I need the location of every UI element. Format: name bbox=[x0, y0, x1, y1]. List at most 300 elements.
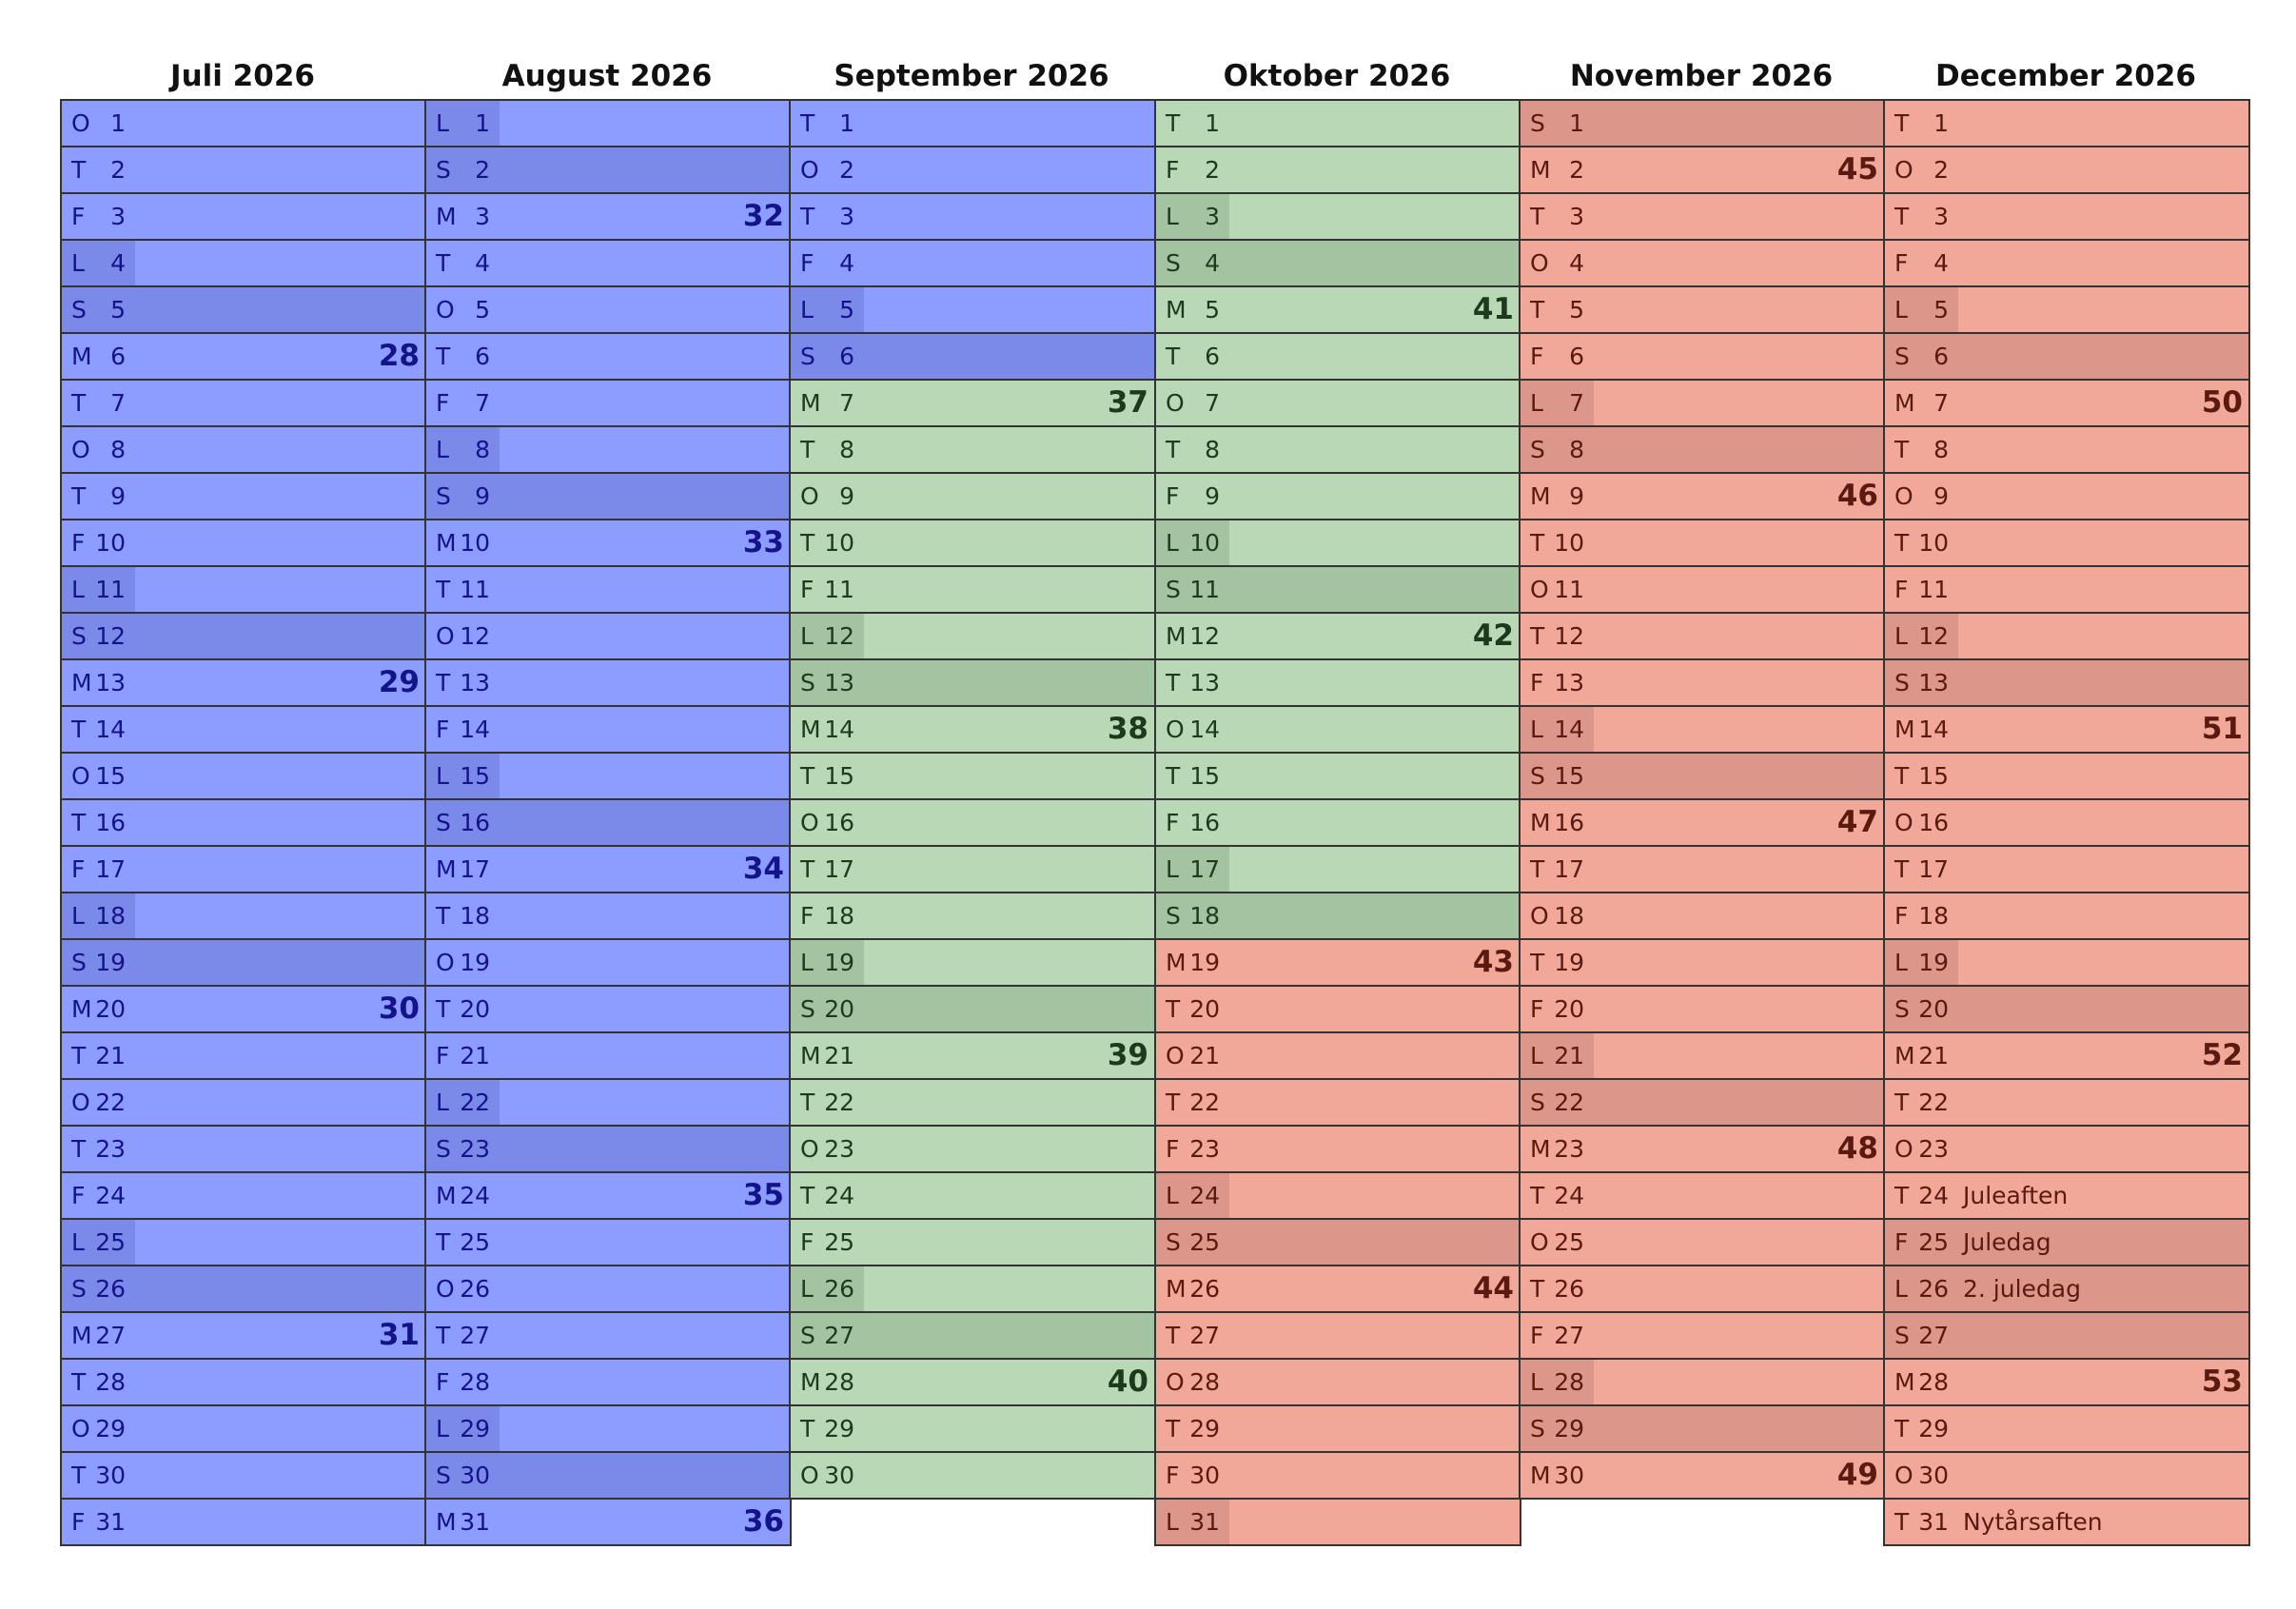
day-cell[interactable] bbox=[1521, 194, 1886, 241]
day-cell[interactable] bbox=[62, 381, 427, 427]
day-cell[interactable] bbox=[62, 940, 427, 987]
day-cell[interactable] bbox=[1156, 194, 1521, 241]
day-cell[interactable] bbox=[1156, 800, 1521, 847]
day-number: 19 bbox=[824, 949, 854, 976]
day-number: 30 bbox=[95, 1462, 126, 1489]
day-cell[interactable] bbox=[62, 334, 427, 381]
day-cell[interactable] bbox=[62, 194, 427, 241]
day-cell[interactable] bbox=[1521, 1127, 1886, 1173]
day-number: 29 bbox=[1554, 1415, 1584, 1442]
day-cell[interactable] bbox=[1156, 847, 1521, 893]
day-cell[interactable] bbox=[62, 427, 427, 474]
day-cell[interactable] bbox=[426, 1500, 792, 1546]
weekday-letter: O bbox=[1894, 1135, 1913, 1163]
weekday-letter: F bbox=[436, 716, 450, 743]
day-number: 11 bbox=[1918, 576, 1949, 603]
week-number: 48 bbox=[1836, 1131, 1878, 1166]
day-cell[interactable] bbox=[1156, 520, 1521, 567]
day-number: 16 bbox=[1554, 809, 1584, 836]
day-number: 19 bbox=[1189, 949, 1220, 976]
day-cell[interactable] bbox=[791, 287, 1156, 334]
day-number: 25 bbox=[1554, 1228, 1584, 1256]
weekday-letter: T bbox=[800, 109, 815, 137]
day-cell[interactable] bbox=[426, 1080, 792, 1127]
day-cell[interactable] bbox=[1885, 614, 2250, 660]
day-cell[interactable] bbox=[1521, 614, 1886, 660]
weekday-letter: M bbox=[1530, 1462, 1551, 1489]
day-number: 12 bbox=[460, 622, 490, 650]
weekday-letter: L bbox=[1530, 716, 1543, 743]
day-number: 28 bbox=[1189, 1368, 1220, 1396]
day-cell[interactable] bbox=[1885, 101, 2250, 147]
weekday-letter: T bbox=[800, 855, 815, 883]
day-cell[interactable] bbox=[426, 847, 792, 893]
weekday-letter: M bbox=[1166, 622, 1187, 650]
day-cell[interactable] bbox=[62, 1500, 427, 1546]
weekday-letter: F bbox=[800, 249, 814, 277]
day-cell[interactable] bbox=[62, 754, 427, 800]
day-cell[interactable] bbox=[62, 614, 427, 660]
day-cell[interactable] bbox=[1885, 940, 2250, 987]
day-cell[interactable] bbox=[1156, 1266, 1521, 1313]
day-number: 6 bbox=[1933, 343, 1949, 370]
weekday-letter: O bbox=[1530, 902, 1549, 930]
weekday-letter: M bbox=[800, 1368, 821, 1396]
day-cell[interactable] bbox=[1521, 1266, 1886, 1313]
day-cell[interactable] bbox=[791, 334, 1156, 381]
day-cell[interactable] bbox=[1885, 987, 2250, 1033]
day-cell[interactable] bbox=[791, 567, 1156, 614]
weekday-letter: T bbox=[436, 343, 451, 370]
day-cell[interactable] bbox=[1156, 101, 1521, 147]
week-number: 33 bbox=[742, 525, 784, 559]
day-cell[interactable] bbox=[1521, 1360, 1886, 1406]
weekday-letter: S bbox=[1894, 995, 1910, 1023]
day-cell[interactable] bbox=[1156, 1453, 1521, 1500]
week-number: 38 bbox=[1107, 712, 1148, 746]
day-cell[interactable] bbox=[791, 1173, 1156, 1220]
day-cell[interactable] bbox=[791, 847, 1156, 893]
day-cell[interactable] bbox=[62, 147, 427, 194]
day-cell[interactable] bbox=[426, 147, 792, 194]
weekday-letter: F bbox=[1894, 576, 1909, 603]
day-cell[interactable] bbox=[1521, 147, 1886, 194]
day-list bbox=[1154, 99, 1521, 1546]
day-cell[interactable] bbox=[1156, 427, 1521, 474]
day-cell[interactable] bbox=[426, 893, 792, 940]
day-cell[interactable] bbox=[1885, 147, 2250, 194]
day-number: 16 bbox=[95, 809, 126, 836]
day-number: 17 bbox=[1189, 855, 1220, 883]
day-cell[interactable] bbox=[1156, 334, 1521, 381]
day-cell[interactable] bbox=[791, 194, 1156, 241]
day-cell[interactable] bbox=[62, 1266, 427, 1313]
day-number: 28 bbox=[460, 1368, 490, 1396]
week-number: 50 bbox=[2201, 385, 2243, 420]
day-number: 30 bbox=[460, 1462, 490, 1489]
weekday-letter: T bbox=[1166, 1089, 1181, 1116]
day-cell[interactable] bbox=[1521, 660, 1886, 707]
day-cell[interactable] bbox=[1156, 567, 1521, 614]
day-cell[interactable] bbox=[1521, 334, 1886, 381]
day-cell[interactable] bbox=[62, 567, 427, 614]
day-cell[interactable] bbox=[426, 1127, 792, 1173]
day-cell[interactable] bbox=[1156, 1220, 1521, 1266]
weekday-letter: T bbox=[1894, 203, 1910, 230]
day-cell[interactable] bbox=[791, 1360, 1156, 1406]
day-cell[interactable] bbox=[1156, 707, 1521, 754]
day-number: 14 bbox=[95, 716, 126, 743]
day-cell[interactable] bbox=[791, 1406, 1156, 1453]
weekday-letter: T bbox=[1530, 855, 1545, 883]
day-cell[interactable] bbox=[1885, 194, 2250, 241]
day-number: 21 bbox=[1918, 1042, 1949, 1069]
weekday-letter: M bbox=[436, 529, 457, 557]
weekday-letter: F bbox=[1530, 669, 1544, 697]
day-cell[interactable] bbox=[426, 1360, 792, 1406]
day-number: 29 bbox=[95, 1415, 126, 1442]
day-cell[interactable] bbox=[1521, 1313, 1886, 1360]
day-cell[interactable] bbox=[791, 1266, 1156, 1313]
day-number: 6 bbox=[1569, 343, 1584, 370]
day-cell[interactable] bbox=[426, 940, 792, 987]
day-cell[interactable] bbox=[426, 1266, 792, 1313]
day-number: 5 bbox=[1205, 296, 1220, 324]
weekday-letter: M bbox=[1530, 1135, 1551, 1163]
day-number: 11 bbox=[1554, 576, 1584, 603]
day-cell[interactable] bbox=[62, 1173, 427, 1220]
day-cell[interactable] bbox=[62, 847, 427, 893]
day-cell[interactable] bbox=[62, 1080, 427, 1127]
day-number: 18 bbox=[1189, 902, 1220, 930]
weekday-letter: L bbox=[1166, 1182, 1179, 1209]
week-number: 28 bbox=[378, 339, 420, 373]
day-cell[interactable] bbox=[1521, 287, 1886, 334]
day-cell[interactable] bbox=[1156, 614, 1521, 660]
day-number: 7 bbox=[1933, 389, 1949, 417]
day-cell[interactable] bbox=[1885, 707, 2250, 754]
day-cell[interactable] bbox=[1156, 1360, 1521, 1406]
weekday-letter: F bbox=[1166, 482, 1180, 510]
day-cell[interactable] bbox=[1885, 660, 2250, 707]
day-cell[interactable] bbox=[1885, 567, 2250, 614]
day-cell[interactable] bbox=[1885, 334, 2250, 381]
day-cell[interactable] bbox=[62, 987, 427, 1033]
day-list bbox=[789, 99, 1156, 1500]
day-cell[interactable] bbox=[1885, 1033, 2250, 1080]
weekday-letter: L bbox=[71, 1228, 85, 1256]
day-cell[interactable] bbox=[1885, 847, 2250, 893]
day-cell[interactable] bbox=[791, 101, 1156, 147]
day-number: 22 bbox=[1189, 1089, 1220, 1116]
day-cell[interactable] bbox=[791, 1220, 1156, 1266]
day-cell[interactable] bbox=[62, 707, 427, 754]
day-cell[interactable] bbox=[1521, 800, 1886, 847]
day-number: 28 bbox=[1918, 1368, 1949, 1396]
day-cell[interactable] bbox=[1521, 893, 1886, 940]
weekday-letter: M bbox=[800, 389, 821, 417]
day-cell[interactable] bbox=[426, 520, 792, 567]
day-cell[interactable] bbox=[1521, 381, 1886, 427]
weekday-letter: S bbox=[1530, 762, 1545, 790]
weekday-letter: O bbox=[71, 1415, 90, 1442]
day-cell[interactable] bbox=[791, 614, 1156, 660]
day-number: 16 bbox=[824, 809, 854, 836]
day-cell[interactable] bbox=[426, 1033, 792, 1080]
day-cell[interactable] bbox=[1521, 101, 1886, 147]
day-cell[interactable] bbox=[791, 381, 1156, 427]
day-cell[interactable] bbox=[1521, 1080, 1886, 1127]
day-cell[interactable] bbox=[426, 1313, 792, 1360]
day-cell[interactable] bbox=[791, 427, 1156, 474]
day-cell[interactable] bbox=[1521, 567, 1886, 614]
weekday-letter: T bbox=[71, 716, 87, 743]
weekday-letter: T bbox=[1894, 529, 1910, 557]
day-number: 24 bbox=[1554, 1182, 1584, 1209]
day-cell[interactable] bbox=[1521, 241, 1886, 287]
day-number: 28 bbox=[95, 1368, 126, 1396]
day-cell[interactable] bbox=[1885, 1360, 2250, 1406]
day-number: 1 bbox=[475, 109, 490, 137]
day-cell[interactable] bbox=[426, 800, 792, 847]
day-cell[interactable] bbox=[426, 987, 792, 1033]
day-cell[interactable] bbox=[1521, 1453, 1886, 1500]
day-cell[interactable] bbox=[791, 520, 1156, 567]
day-cell[interactable] bbox=[1156, 474, 1521, 520]
day-cell[interactable] bbox=[62, 893, 427, 940]
day-cell[interactable] bbox=[426, 334, 792, 381]
day-cell[interactable] bbox=[1885, 241, 2250, 287]
day-cell[interactable] bbox=[1521, 754, 1886, 800]
day-cell[interactable] bbox=[791, 940, 1156, 987]
day-cell[interactable] bbox=[62, 660, 427, 707]
weekday-letter: F bbox=[1530, 343, 1544, 370]
day-number: 11 bbox=[460, 576, 490, 603]
day-cell[interactable] bbox=[426, 1406, 792, 1453]
day-cell[interactable] bbox=[62, 1220, 427, 1266]
day-number: 12 bbox=[1189, 622, 1220, 650]
day-cell[interactable] bbox=[1885, 893, 2250, 940]
day-number: 10 bbox=[1554, 529, 1584, 557]
day-cell[interactable] bbox=[791, 800, 1156, 847]
day-cell[interactable] bbox=[62, 1313, 427, 1360]
day-cell[interactable] bbox=[1521, 1033, 1886, 1080]
day-cell[interactable] bbox=[1885, 474, 2250, 520]
day-cell[interactable] bbox=[791, 893, 1156, 940]
day-cell[interactable] bbox=[426, 101, 792, 147]
weekday-letter: T bbox=[71, 1368, 87, 1396]
day-cell[interactable] bbox=[62, 520, 427, 567]
week-number: 36 bbox=[742, 1504, 784, 1539]
weekday-letter: T bbox=[1894, 1508, 1910, 1536]
day-cell[interactable] bbox=[426, 381, 792, 427]
day-number: 27 bbox=[824, 1322, 854, 1349]
day-cell[interactable] bbox=[426, 474, 792, 520]
day-cell[interactable] bbox=[1885, 1080, 2250, 1127]
day-cell[interactable] bbox=[426, 1220, 792, 1266]
day-cell[interactable] bbox=[426, 567, 792, 614]
day-cell[interactable] bbox=[791, 147, 1156, 194]
weekday-letter: F bbox=[436, 1368, 450, 1396]
day-cell[interactable] bbox=[426, 287, 792, 334]
day-cell[interactable] bbox=[1156, 1500, 1521, 1546]
day-cell[interactable] bbox=[1885, 1173, 2250, 1220]
weekday-letter: S bbox=[1166, 1228, 1181, 1256]
day-cell[interactable] bbox=[791, 241, 1156, 287]
day-number: 9 bbox=[1205, 482, 1220, 510]
weekday-letter: L bbox=[436, 436, 449, 463]
day-cell[interactable] bbox=[426, 754, 792, 800]
day-cell[interactable] bbox=[1521, 520, 1886, 567]
day-number: 18 bbox=[460, 902, 490, 930]
week-number: 39 bbox=[1107, 1038, 1148, 1072]
day-cell[interactable] bbox=[62, 241, 427, 287]
weekday-letter: T bbox=[800, 1182, 815, 1209]
day-cell[interactable] bbox=[1885, 427, 2250, 474]
day-cell[interactable] bbox=[426, 707, 792, 754]
week-number: 35 bbox=[742, 1178, 784, 1212]
day-cell[interactable] bbox=[1885, 1127, 2250, 1173]
day-number: 14 bbox=[1189, 716, 1220, 743]
day-number: 27 bbox=[1554, 1322, 1584, 1349]
weekday-letter: T bbox=[1894, 109, 1910, 137]
day-cell[interactable] bbox=[62, 1360, 427, 1406]
day-cell[interactable] bbox=[791, 1080, 1156, 1127]
day-cell[interactable] bbox=[791, 987, 1156, 1033]
day-cell[interactable] bbox=[1885, 520, 2250, 567]
day-cell[interactable] bbox=[62, 1406, 427, 1453]
day-cell[interactable] bbox=[1156, 1313, 1521, 1360]
day-cell[interactable] bbox=[426, 614, 792, 660]
day-cell[interactable] bbox=[62, 101, 427, 147]
weekday-letter: S bbox=[1530, 436, 1545, 463]
day-number: 21 bbox=[460, 1042, 490, 1069]
day-cell[interactable] bbox=[1521, 1406, 1886, 1453]
day-cell[interactable] bbox=[1521, 1220, 1886, 1266]
day-number: 31 bbox=[1189, 1508, 1220, 1536]
weekday-letter: L bbox=[436, 1089, 449, 1116]
day-cell[interactable] bbox=[1885, 1500, 2250, 1546]
day-number: 15 bbox=[95, 762, 126, 790]
day-cell[interactable] bbox=[62, 1453, 427, 1500]
day-number: 7 bbox=[475, 389, 490, 417]
day-cell[interactable] bbox=[1156, 987, 1521, 1033]
day-cell[interactable] bbox=[1885, 287, 2250, 334]
day-number: 16 bbox=[1189, 809, 1220, 836]
weekday-letter: L bbox=[800, 622, 814, 650]
day-cell[interactable] bbox=[1156, 241, 1521, 287]
day-cell[interactable] bbox=[1156, 381, 1521, 427]
day-cell[interactable] bbox=[62, 1127, 427, 1173]
day-number: 16 bbox=[1918, 809, 1949, 836]
day-cell[interactable] bbox=[1156, 940, 1521, 987]
day-cell[interactable] bbox=[1156, 754, 1521, 800]
day-number: 19 bbox=[460, 949, 490, 976]
day-cell[interactable] bbox=[1156, 660, 1521, 707]
day-number: 12 bbox=[1554, 622, 1584, 650]
day-cell[interactable] bbox=[1521, 474, 1886, 520]
day-cell[interactable] bbox=[1156, 1080, 1521, 1127]
day-cell[interactable] bbox=[1885, 1453, 2250, 1500]
day-cell[interactable] bbox=[1885, 1266, 2250, 1313]
day-cell[interactable] bbox=[791, 1453, 1156, 1500]
day-cell[interactable] bbox=[426, 1173, 792, 1220]
day-cell[interactable] bbox=[1885, 754, 2250, 800]
day-cell[interactable] bbox=[62, 474, 427, 520]
day-cell[interactable] bbox=[1156, 287, 1521, 334]
day-cell[interactable] bbox=[1885, 800, 2250, 847]
weekday-letter: L bbox=[1166, 203, 1179, 230]
day-number: 14 bbox=[1554, 716, 1584, 743]
day-cell[interactable] bbox=[1885, 1313, 2250, 1360]
weekday-letter: F bbox=[800, 1228, 814, 1256]
day-cell[interactable] bbox=[1521, 940, 1886, 987]
day-cell[interactable] bbox=[1521, 427, 1886, 474]
day-cell[interactable] bbox=[1156, 1033, 1521, 1080]
week-number: 46 bbox=[1836, 479, 1878, 513]
day-cell[interactable] bbox=[791, 1127, 1156, 1173]
day-cell[interactable] bbox=[426, 194, 792, 241]
weekday-letter: T bbox=[1530, 1275, 1545, 1303]
day-cell[interactable] bbox=[1156, 1127, 1521, 1173]
weekday-letter: F bbox=[1166, 809, 1180, 836]
day-cell[interactable] bbox=[1156, 893, 1521, 940]
day-cell[interactable] bbox=[62, 800, 427, 847]
day-cell[interactable] bbox=[1521, 1173, 1886, 1220]
weekday-letter: O bbox=[1166, 716, 1185, 743]
day-number: 8 bbox=[1569, 436, 1584, 463]
day-cell[interactable] bbox=[791, 474, 1156, 520]
weekday-letter: F bbox=[71, 529, 86, 557]
weekday-letter: O bbox=[1894, 482, 1913, 510]
weekday-letter: T bbox=[800, 203, 815, 230]
day-number: 1 bbox=[1569, 109, 1584, 137]
day-cell[interactable] bbox=[426, 1453, 792, 1500]
day-cell[interactable] bbox=[791, 1313, 1156, 1360]
day-cell[interactable] bbox=[62, 1033, 427, 1080]
day-cell[interactable] bbox=[1521, 707, 1886, 754]
day-cell[interactable] bbox=[1156, 147, 1521, 194]
day-cell[interactable] bbox=[1156, 1173, 1521, 1220]
day-number: 5 bbox=[839, 296, 854, 324]
day-cell[interactable] bbox=[791, 660, 1156, 707]
weekday-letter: S bbox=[436, 482, 451, 510]
weekday-letter: S bbox=[1894, 1322, 1910, 1349]
day-cell[interactable] bbox=[1885, 1220, 2250, 1266]
day-cell[interactable] bbox=[1521, 987, 1886, 1033]
day-cell[interactable] bbox=[791, 707, 1156, 754]
weekday-letter: S bbox=[1166, 902, 1181, 930]
weekday-letter: M bbox=[1894, 1368, 1915, 1396]
day-cell[interactable] bbox=[1156, 1406, 1521, 1453]
day-cell[interactable] bbox=[1885, 1406, 2250, 1453]
weekday-letter: T bbox=[1894, 436, 1910, 463]
weekday-letter: T bbox=[1894, 762, 1910, 790]
week-number: 47 bbox=[1836, 805, 1878, 839]
day-cell[interactable] bbox=[791, 754, 1156, 800]
day-cell[interactable] bbox=[426, 241, 792, 287]
day-number: 2 bbox=[1569, 156, 1584, 184]
day-cell[interactable] bbox=[62, 287, 427, 334]
weekday-letter: F bbox=[436, 389, 450, 417]
weekday-letter: T bbox=[1530, 203, 1545, 230]
day-cell[interactable] bbox=[1521, 847, 1886, 893]
day-cell[interactable] bbox=[426, 660, 792, 707]
day-cell[interactable] bbox=[426, 427, 792, 474]
day-cell[interactable] bbox=[1885, 381, 2250, 427]
day-cell[interactable] bbox=[791, 1033, 1156, 1080]
weekday-letter: O bbox=[71, 436, 90, 463]
